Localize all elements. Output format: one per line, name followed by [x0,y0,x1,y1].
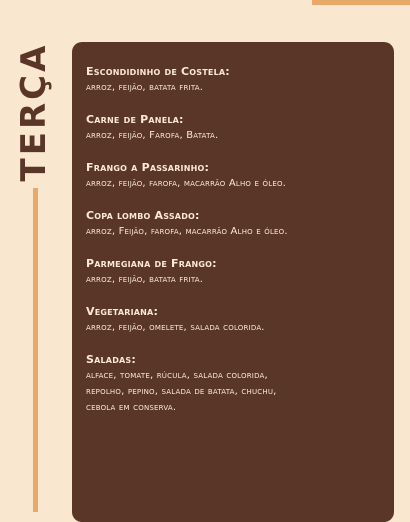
item-name: Saladas: [86,353,136,366]
menu-item [86,256,384,288]
item-name: Parmegiana de Frango: [86,257,217,270]
item-description-line: repolho, pepino, salada de batata, chuchu, [86,386,277,397]
item-description: arroz, feijão, omelete, salada colorida. [86,322,265,333]
item-name: Frango a Passarinho: [86,161,210,174]
item-description: arroz, feijão, farofa, macarrão Alho e óleo. [86,178,287,189]
day-title-text: TERÇA [14,42,54,182]
side-accent-line [33,188,38,512]
menu-item-salads [86,352,384,416]
menu-item [86,208,384,240]
item-name: Escondidinho de Costela: [86,65,230,78]
menu-item [86,304,384,336]
item-description: arroz, Feijão, farofa, macarrão Alho e óleo. [86,226,288,237]
item-description-line: cebola em conserva. [86,402,177,413]
item-name: Vegetariana: [86,305,159,318]
item-name: Carne de Panela: [86,113,184,126]
item-description: arroz, feijão, batata frita. [86,274,204,285]
menu-card [72,42,394,522]
menu-item [86,64,384,96]
menu-item [86,160,384,192]
item-description: arroz, feijão, batata frita. [86,82,204,93]
item-description: arroz, feijão, Farofa, Batata. [86,130,219,141]
item-description-line: alface, tomate, rúcula, salada colorida, [86,370,268,381]
menu-item [86,112,384,144]
top-accent-bar [312,0,410,5]
item-name: Copa lombo Assado: [86,209,200,222]
